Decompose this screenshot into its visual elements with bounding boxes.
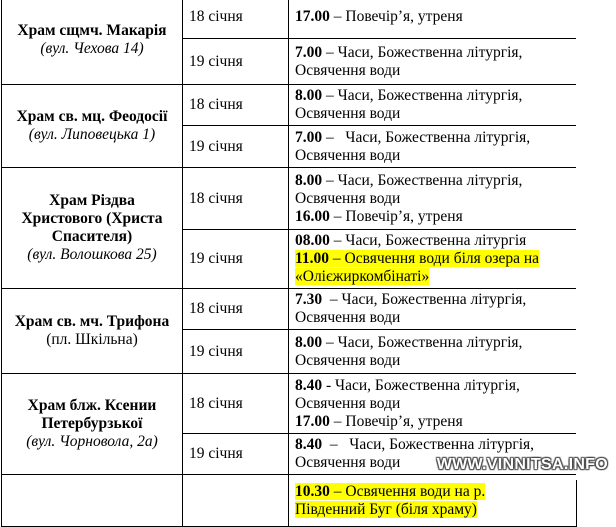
service-description: Освячення води [295, 105, 401, 122]
service-line [295, 62, 570, 80]
church-name: Храм блж. Ксении Петербурзької [27, 397, 157, 432]
service-line [295, 268, 570, 286]
service-description: – Часи, Божественна літургія, [322, 333, 523, 351]
service-time: 7.30 [295, 291, 323, 308]
service-text [295, 105, 400, 122]
date-cell: 18 січня [183, 289, 289, 330]
service-text [295, 334, 522, 351]
service-text [295, 454, 400, 471]
service-text [295, 352, 400, 369]
service-time: 17.00 [295, 412, 330, 430]
services-cell [289, 475, 577, 527]
date-cell: 19 січня [183, 39, 289, 85]
service-description: Південний Буг (біля храму) [295, 500, 477, 518]
service-text [295, 44, 522, 61]
service-description: - Часи, Божественна літургія, [322, 376, 520, 394]
church-address: (пл. Шкільна) [46, 331, 138, 348]
service-line [295, 172, 570, 190]
service-description: Освячення води [295, 61, 401, 79]
service-description: – Часи, Божественна літургія [329, 232, 527, 249]
service-line [295, 147, 570, 165]
service-description: – Часи, Божественна літургія, [322, 291, 527, 308]
service-text [295, 395, 400, 412]
service-description: Освячення води [295, 309, 401, 326]
service-time: 08.00 [295, 232, 330, 249]
date-cell: 18 січня [183, 0, 289, 39]
date-cell: 18 січня [183, 374, 289, 434]
service-line [295, 190, 570, 208]
service-time: 7.00 [295, 128, 323, 146]
service-line [295, 250, 570, 268]
service-time: 8.00 [295, 87, 323, 104]
service-text [295, 147, 400, 164]
service-line [295, 436, 570, 454]
date-cell [183, 475, 289, 527]
service-time: 11.00 [295, 250, 330, 267]
service-text [295, 413, 463, 430]
schedule-row [2, 168, 577, 230]
service-line [295, 413, 570, 431]
service-text [295, 129, 530, 146]
service-description: – Повечір’я, утреня [329, 7, 463, 25]
service-line [295, 129, 570, 147]
schedule-row [2, 85, 577, 126]
services-cell [289, 230, 577, 289]
date-cell: 19 січня [183, 330, 289, 374]
service-time: 8.40 [295, 436, 323, 453]
service-description: – Освячення води біля озера на [329, 250, 540, 267]
church-name: Храм св. мч. Трифона [14, 313, 170, 330]
church-cell [2, 374, 183, 475]
highlighted-text [295, 501, 477, 518]
services-cell [289, 168, 577, 230]
service-line [295, 232, 570, 250]
service-text [295, 436, 534, 453]
service-time: 8.40 [295, 376, 323, 394]
services-cell [289, 85, 577, 126]
service-text [295, 208, 463, 225]
service-text [295, 291, 526, 308]
service-text [295, 8, 463, 25]
service-text [295, 172, 522, 189]
service-time: 8.00 [295, 171, 323, 189]
service-line [295, 334, 570, 352]
date-cell: 18 січня [183, 85, 289, 126]
date-cell: 18 січня [183, 168, 289, 230]
church-cell [2, 168, 183, 289]
schedule-row [2, 289, 577, 330]
service-description: – Часи, Божественна літургія, [322, 128, 531, 146]
church-name: Храм св. мц. Феодосії [16, 108, 168, 125]
services-cell [289, 0, 577, 39]
service-time: 10.30 [295, 482, 330, 500]
service-line [295, 309, 570, 327]
church-address: (вул. Липовецька 1) [28, 126, 156, 143]
schedule-row [2, 475, 577, 527]
service-text [295, 87, 522, 104]
service-description: – Часи, Божественна літургія, [322, 87, 523, 104]
highlighted-text [295, 268, 429, 285]
service-text [295, 309, 400, 326]
church-address: (вул. Чехова 14) [40, 39, 144, 57]
services-cell [289, 374, 577, 434]
service-line [295, 208, 570, 226]
service-description: «Олієжиркомбінаті» [295, 268, 430, 285]
service-line [295, 105, 570, 123]
service-line [295, 377, 570, 395]
service-time: 17.00 [295, 7, 330, 25]
service-description: Освячення води [295, 351, 401, 369]
service-line [295, 483, 570, 501]
service-description: – Часи, Божественна літургія, [322, 43, 523, 61]
service-line [295, 44, 570, 62]
services-cell [289, 126, 577, 168]
schedule-row [2, 0, 577, 39]
service-text [295, 377, 520, 394]
church-name: Храм сщмч. Макарія [17, 21, 167, 39]
schedule-body [2, 0, 577, 527]
date-cell: 19 січня [183, 126, 289, 168]
church-cell [2, 85, 183, 168]
service-line [295, 352, 570, 370]
service-description: Освячення води [295, 394, 401, 412]
services-cell [289, 289, 577, 330]
service-description: – Часи, Божественна літургія, [322, 171, 523, 189]
service-line [295, 87, 570, 105]
service-text [295, 190, 400, 207]
service-description: Освячення води [295, 146, 401, 164]
date-cell: 19 січня [183, 434, 289, 475]
church-address: (вул. Чорновола, 2а) [26, 433, 158, 450]
service-line [295, 8, 570, 26]
service-description: – Часи, Божественна літургія, [322, 436, 535, 453]
schedule-table [1, 0, 577, 527]
service-description: Освячення води [295, 454, 401, 471]
site-watermark: WWW.VINNITSA.INFO [436, 456, 608, 473]
page-right-margin [576, 0, 616, 480]
service-description: – Повечір’я, утреня [329, 207, 463, 225]
church-name: Храм Різдва Христового (Христа Спасителя) [21, 192, 163, 245]
service-description: – Повечір’я, утреня [329, 412, 463, 430]
service-description: Освячення води [295, 189, 401, 207]
service-text [295, 232, 526, 249]
church-address: (вул. Волошкова 25) [27, 246, 157, 263]
church-cell [2, 289, 183, 374]
church-cell [2, 475, 183, 527]
service-time: 16.00 [295, 207, 330, 225]
service-text [295, 62, 400, 79]
date-cell: 19 січня [183, 230, 289, 289]
service-time: 8.00 [295, 333, 323, 351]
service-line [295, 501, 570, 519]
services-cell [289, 39, 577, 85]
service-description: – Освячення води на р. [329, 482, 486, 500]
highlighted-text [295, 250, 539, 267]
services-cell [289, 330, 577, 374]
service-time: 7.00 [295, 43, 323, 61]
service-line [295, 395, 570, 413]
schedule-row [2, 374, 577, 434]
highlighted-text [295, 483, 485, 500]
service-line [295, 291, 570, 309]
church-cell [2, 0, 183, 85]
